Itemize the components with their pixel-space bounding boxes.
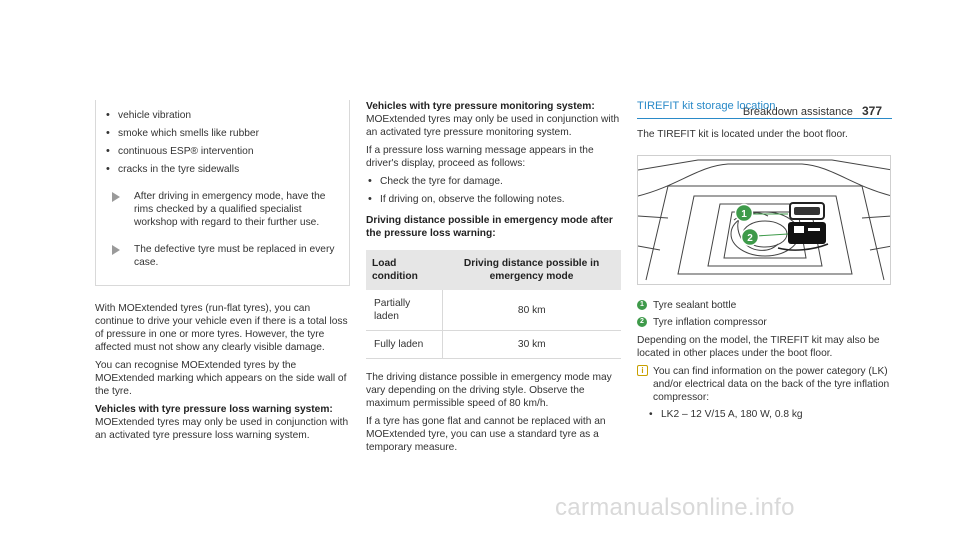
table-header: Driving distance possible in emergency mode	[442, 250, 621, 290]
list-item: • If driving on, observe the following notes.	[366, 193, 621, 206]
list-item: • Check the tyre for damage.	[366, 175, 621, 188]
paragraph: If a pressure loss warning message appears in the driver's display, proceed as follows:	[366, 145, 594, 169]
list-item: • smoke which smells like rubber	[104, 127, 339, 140]
column-2	[366, 100, 621, 459]
legend-number-badge: 1	[637, 300, 647, 310]
info-icon: i	[637, 365, 648, 376]
table-cell: 30 km	[442, 331, 621, 359]
driving-distance-table	[366, 250, 621, 359]
legend-number-badge: 2	[637, 317, 647, 327]
page-number: 377	[861, 104, 882, 118]
paragraph: Depending on the model, the TIREFIT kit may also be located in other places under the boot floor.	[637, 335, 880, 359]
paragraph: The TIREFIT kit is located under the boot floor.	[637, 129, 848, 140]
section-name: Breakdown assistance	[742, 106, 853, 118]
section-title: TIREFIT kit storage location	[637, 100, 892, 119]
list-item: • cracks in the tyre sidewalls	[104, 163, 339, 176]
watermark: carmanualsonline.info	[555, 494, 795, 521]
paragraph: You can recognise MOExtended tyres by the MOExtended marking which appears on the side wall of the tyre.	[95, 360, 347, 397]
check-list	[366, 175, 621, 206]
column-3	[637, 100, 892, 421]
table-row	[366, 290, 621, 331]
table-header: Load condition	[366, 250, 442, 290]
table-header-row	[366, 250, 621, 290]
symptom-list	[104, 109, 339, 176]
list-item: • LK2 – 12 V/15 A, 180 W, 0.8 kg	[637, 408, 892, 421]
subheading: Vehicles with tyre pressure loss warning system:	[95, 404, 333, 415]
paragraph: If a tyre has gone flat and cannot be replaced with an MOExtended tyre, you can use a standard tyre as a temporary measure.	[366, 416, 606, 453]
paragraph: Vehicles with tyre pressure monitoring system: MOExtended tyres may only be used in conjunction with an activated tyre pressure monitoring system.	[366, 101, 620, 138]
legend-item: 1 Tyre sealant bottle	[637, 299, 892, 312]
step-item: After driving in emergency mode, have the rims checked by a qualified specialist workshop with regard to their further use.	[104, 190, 339, 229]
subheading: Driving distance possible in emergency mode after the pressure loss warning:	[366, 215, 613, 239]
table-row	[366, 331, 621, 359]
boot-floor-illustration	[637, 155, 891, 285]
list-item: • vehicle vibration	[104, 109, 339, 122]
paragraph: With MOExtended tyres (run-flat tyres), you can continue to drive your vehicle even if there is a total loss of pressure in one or more tyres. However, the tyre affected must not show any clearly visible damage.	[95, 303, 348, 353]
paragraph: The driving distance possible in emergency mode may vary depending on the driving style. Observe the maximum permissible speed of 80 km/h.	[366, 372, 612, 409]
table-cell: 80 km	[442, 290, 621, 331]
subheading: Vehicles with tyre pressure monitoring system:	[366, 101, 595, 112]
callout-1-label: 1	[741, 209, 747, 220]
callout-2-label: 2	[747, 233, 753, 244]
list-item: • continuous ESP® intervention	[104, 145, 339, 158]
info-note: i You can find information on the power category (LK) and/or electrical data on the back of the tyre inflation compressor:	[637, 365, 892, 404]
table-cell: Fully laden	[366, 331, 442, 359]
paragraph: Vehicles with tyre pressure loss warning system: MOExtended tyres may only be used in conjunction with an activated tyre pressure loss warning system.	[95, 404, 349, 441]
table-cell: Partially laden	[366, 290, 442, 331]
step-arrow-icon	[112, 192, 120, 202]
warning-panel	[95, 100, 350, 286]
column-1	[95, 100, 350, 442]
spec-list	[637, 408, 892, 421]
legend-item: 2 Tyre inflation compressor	[637, 316, 892, 329]
boot-diagram	[638, 156, 891, 285]
step-item: The defective tyre must be replaced in every case.	[104, 243, 339, 269]
step-arrow-icon	[112, 245, 120, 255]
